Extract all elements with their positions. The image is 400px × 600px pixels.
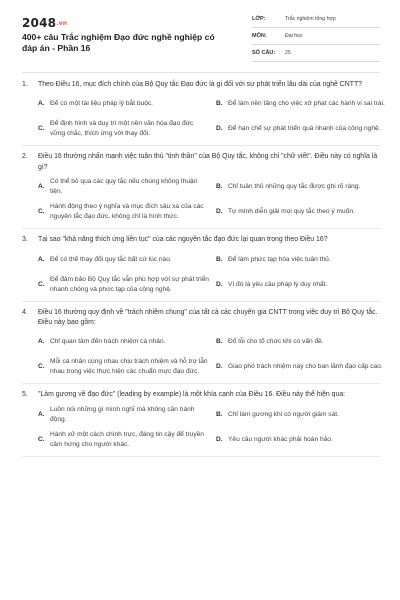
- answer-option[interactable]: [216, 332, 388, 352]
- option-text: Luôn nói những gì mình nghĩ mà không cần hành động.: [50, 405, 195, 423]
- question-item: [22, 235, 380, 301]
- option-text: Hành xử một cách chính trực, đáng tin cậy để truyền cảm hứng cho người khác.: [50, 430, 204, 448]
- meta-box: [252, 13, 380, 64]
- meta-row-subject: [252, 30, 380, 45]
- answer-option[interactable]: [38, 202, 210, 222]
- answer-option[interactable]: [38, 177, 210, 197]
- answer-option[interactable]: [216, 202, 388, 222]
- option-letter: C.: [38, 363, 45, 371]
- question-item: [22, 390, 380, 456]
- option-letter: D.: [216, 363, 223, 371]
- question-number: 2.: [22, 153, 28, 161]
- option-text: Đổ lỗi cho tổ chức khi có vấn đề.: [228, 338, 324, 346]
- question-text: Điều 16 thường nhấn mạnh việc tuân thủ "tinh thần" của Bộ Quy tắc, không chỉ "chữ viết". Điều này có nghĩa là gì?: [38, 153, 378, 171]
- option-letter: C.: [38, 125, 45, 133]
- option-text: Để đảm bảo Bộ Quy tắc vẫn phù hợp với sự phát triển nhanh chóng và phức tạp của công nghệ.: [50, 275, 209, 293]
- question-head: [22, 80, 380, 90]
- question-number: 3.: [22, 236, 28, 244]
- question-number: 5.: [22, 391, 28, 399]
- option-text: Tự mình diễn giải mọi quy tắc theo ý muốn.: [228, 208, 355, 216]
- answer-option[interactable]: [216, 405, 388, 425]
- question-number: 4.: [22, 308, 28, 316]
- question-head: [22, 308, 380, 329]
- logo-main: 2048: [22, 16, 57, 30]
- option-text: Giao phó trách nhiệm này cho ban lãnh đạo cấp cao.: [228, 363, 383, 371]
- option-text: Để làm phức tạp hóa việc tuân thủ.: [228, 255, 331, 263]
- question-number: 1.: [22, 81, 28, 88]
- option-letter: A.: [38, 100, 45, 108]
- option-text: Có thể bỏ qua các quy tắc nếu chúng không thuận tiện.: [50, 178, 198, 196]
- question-item: [22, 308, 383, 385]
- option-text: Để có thể thay đổi quy tắc bất cứ lúc nào.: [50, 255, 172, 263]
- option-text: Chỉ quan tâm đến trách nhiệm cá nhân.: [50, 338, 166, 346]
- option-letter: A.: [38, 183, 45, 191]
- option-letter: B.: [216, 100, 223, 108]
- option-letter: C.: [38, 208, 45, 216]
- option-letter: B.: [216, 410, 223, 418]
- answer-option[interactable]: [38, 405, 210, 425]
- answer-option[interactable]: [216, 430, 388, 450]
- option-letter: D.: [216, 125, 223, 133]
- site-logo[interactable]: [22, 16, 67, 30]
- option-letter: D.: [216, 435, 223, 443]
- option-letter: A.: [38, 255, 45, 263]
- answer-option[interactable]: [216, 357, 388, 377]
- option-text: Để định hình và duy trì một nền văn hóa đạo đức vững chắc, thích ứng với thay đổi.: [50, 120, 194, 138]
- meta-label: SỐ CÂU:: [252, 50, 276, 56]
- meta-value: 25: [285, 50, 291, 56]
- answer-options: [22, 94, 385, 139]
- question-item: [22, 152, 380, 229]
- meta-label: MÔN:: [252, 33, 267, 39]
- question-list: [22, 80, 385, 463]
- answer-option[interactable]: [38, 119, 210, 139]
- option-text: Để làm nền tảng cho việc xử phạt các hành vi sai trái.: [228, 100, 385, 108]
- answer-option[interactable]: [216, 119, 388, 139]
- option-text: Hành động theo ý nghĩa và mục đích sâu xa của các nguyên tắc đạo đức, không chỉ là hình thức.: [50, 203, 204, 221]
- question-head: [22, 152, 380, 173]
- question-text: "Làm gương về đạo đức" (leading by example) là một khía cạnh của Điều 16. Điều này thể hiện qua:: [38, 391, 346, 399]
- meta-row-class: [252, 13, 380, 28]
- answer-option[interactable]: [38, 357, 210, 377]
- header-divider: [22, 72, 380, 73]
- logo-domain: .vn: [56, 20, 68, 27]
- option-letter: B.: [216, 255, 223, 263]
- answer-option[interactable]: [216, 177, 388, 197]
- option-text: Vì đó là yêu cầu pháp lý duy nhất.: [228, 280, 328, 288]
- question-text: Điều 16 thường quy định về "trách nhiệm chung" của tất cả các chuyên gia CNTT trong việc duy trì Bộ Quy tắc. Điều này bao gồm:: [38, 308, 378, 327]
- answer-options: [22, 250, 380, 295]
- meta-label: LỚP:: [252, 16, 266, 22]
- page-title: 400+ câu Trắc nghiệm Đạo đức nghề nghiệp có đáp án - Phần 16: [22, 32, 215, 53]
- option-letter: A.: [38, 410, 45, 418]
- answer-option[interactable]: [38, 332, 210, 352]
- question-text: Tại sao "khả năng thích ứng liên tục" của các nguyên tắc đạo đức lại quan trọng theo Điều 16?: [38, 236, 328, 244]
- option-letter: A.: [38, 338, 45, 346]
- question-text: Theo Điều 16, mục đích chính của Bộ Quy tắc Đạo đức là gì đối với sự phát triển lâu dài của nghề CNTT?: [38, 81, 362, 88]
- answer-option[interactable]: [38, 430, 210, 450]
- option-letter: B.: [216, 338, 223, 346]
- answer-options: [22, 405, 380, 450]
- option-letter: C.: [38, 435, 45, 443]
- option-text: Chỉ làm gương khi có người giám sát.: [228, 410, 339, 418]
- option-letter: C.: [38, 280, 45, 288]
- answer-option[interactable]: [38, 94, 210, 114]
- answer-option[interactable]: [216, 94, 388, 114]
- option-text: Để có một tài liệu pháp lý bắt buộc.: [50, 100, 153, 108]
- answer-option[interactable]: [216, 250, 388, 270]
- option-text: Yêu cầu người khác phải hoàn hảo.: [228, 435, 333, 443]
- meta-row-count: [252, 47, 380, 62]
- question-head: [22, 390, 380, 400]
- option-text: Chỉ tuân thủ những quy tắc được ghi rõ ràng.: [228, 183, 361, 191]
- option-text: Để hạn chế sự phát triển quá nhanh của công nghệ.: [228, 125, 381, 133]
- answer-options: [22, 332, 383, 377]
- question-item: [22, 80, 385, 146]
- answer-option[interactable]: [38, 250, 210, 270]
- answer-options: [22, 177, 380, 222]
- option-letter: D.: [216, 208, 223, 216]
- meta-value: Trắc nghiệm tổng hợp: [285, 16, 336, 22]
- option-letter: D.: [216, 280, 223, 288]
- page-header: [0, 0, 400, 70]
- option-text: Mỗi cá nhân cùng nhau chịu trách nhiệm và hỗ trợ lẫn nhau trong việc thực hiện các chuẩn mực đạo đức.: [50, 358, 208, 376]
- option-letter: B.: [216, 183, 223, 191]
- answer-option[interactable]: [38, 275, 210, 295]
- question-head: [22, 235, 380, 245]
- meta-value: Đại học: [285, 33, 303, 39]
- answer-option[interactable]: [216, 275, 388, 295]
